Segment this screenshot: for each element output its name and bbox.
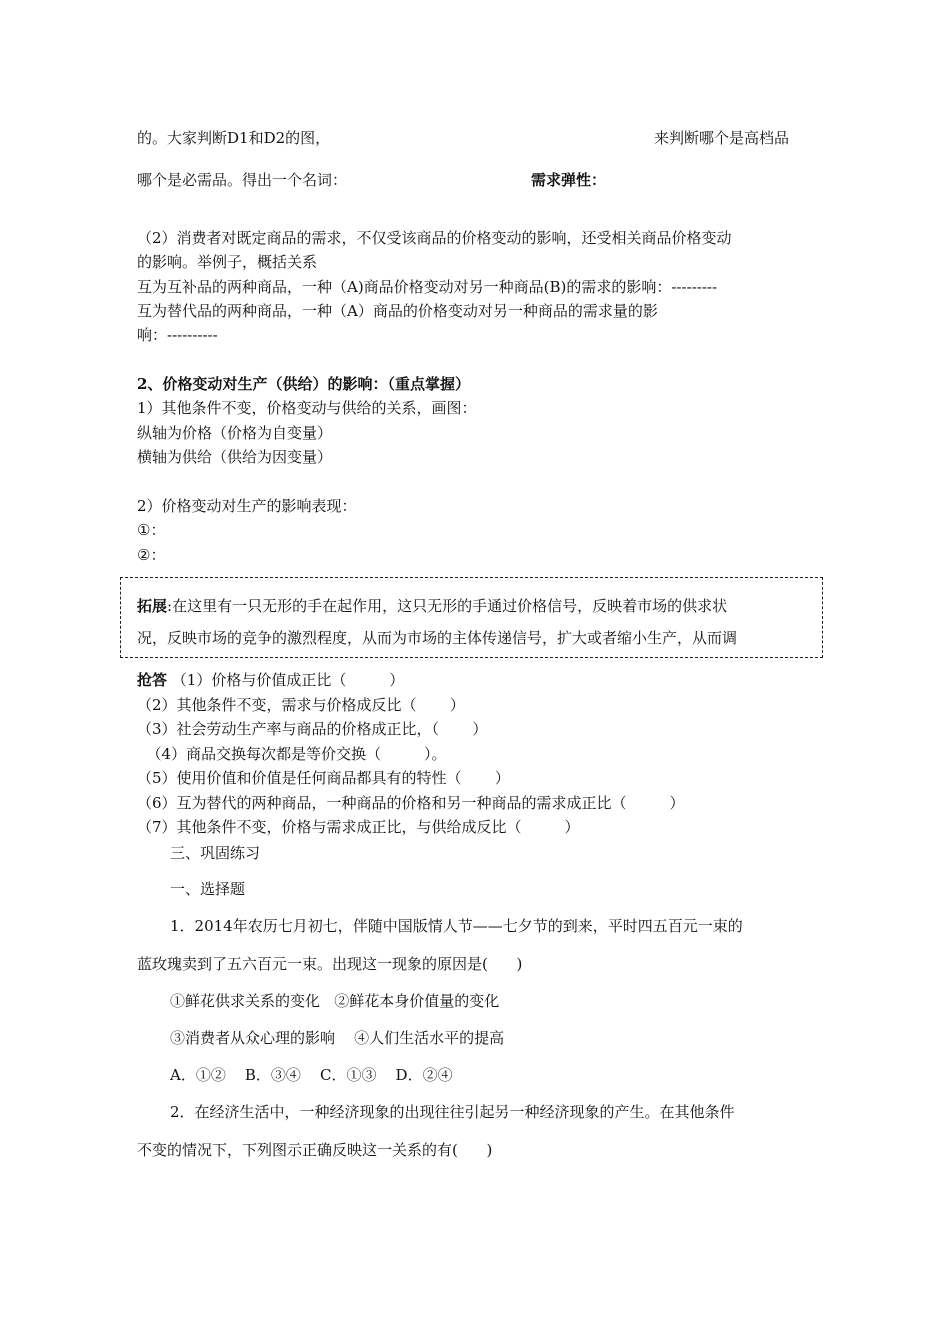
list-item: （3）社会劳动生产率与商品的价格成正比，（ ） <box>137 720 488 738</box>
list-item: 1）其他条件不变，价格变动与供给的关系，画图： <box>137 399 477 417</box>
section-heading: 三、巩固练习 <box>170 844 261 862</box>
list-item: （5）使用价值和价值是任何商品都具有的特性（ ） <box>137 769 510 787</box>
question-line: 不变的情况下，下列图示正确反映这一关系的有( ) <box>137 1141 493 1159</box>
option-line: ③消费者从众心理的影响 ④人们生活水平的提高 <box>170 1029 505 1047</box>
bullet-item: ②： <box>137 546 166 564</box>
text-line: 哪个是必需品。得出一个名词： <box>137 171 348 189</box>
list-item: （4）商品交换每次都是等价交换（ ）。 <box>137 745 447 763</box>
expand-line: 况，反映市场的竞争的激烈程度，从而为市场的主体传递信号，扩大或者缩小生产，从而调 <box>137 629 738 647</box>
list-item: 纵轴为价格（价格为自变量） <box>137 424 333 442</box>
substitute-line: 响：---------- <box>137 326 218 344</box>
substitute-line: 互为替代品的两种商品，一种（A）商品的价格变动对另一种商品的需求量的影 <box>137 302 658 320</box>
quick-answer-line <box>137 670 404 690</box>
list-item: （6）互为替代的两种商品，一种商品的价格和另一种商品的需求成正比（ ） <box>137 794 685 812</box>
list-item: （2）其他条件不变，需求与价格成反比（ ） <box>137 696 465 714</box>
sub-heading: 一、选择题 <box>170 880 246 898</box>
expand-line <box>137 596 727 616</box>
quick-answer-label: 抢答 <box>137 671 168 689</box>
section-heading: 2、价格变动对生产（供给）的影响：（重点掌握） <box>137 375 470 393</box>
expand-text: :在这里有一只无形的手在起作用，这只无形的手通过价格信号，反映着市场的供求状 <box>167 597 728 615</box>
term-demand-elasticity: 需求弹性： <box>531 171 607 189</box>
choices-line: A．①② B．③④ C．①③ D．②④ <box>170 1066 453 1084</box>
question-line: 蓝玫瑰卖到了五六百元一束。出现这一现象的原因是( ) <box>137 955 523 973</box>
list-item: 2）价格变动对生产的影响表现： <box>137 497 357 515</box>
text-line: 来判断哪个是高档品 <box>654 129 790 147</box>
text-line: 的。大家判断D1和D2的图， <box>137 129 331 147</box>
paragraph-line: 的影响。举例子，概括关系 <box>137 253 318 271</box>
list-item: （1）价格与价值成正比（ ） <box>167 671 405 689</box>
question-line: 1．2014年农历七月初七，伴随中国版情人节——七夕节的到来，平时四五百元一束的 <box>170 917 743 935</box>
bullet-item: ①： <box>137 521 166 539</box>
expand-label: 拓展 <box>137 597 168 615</box>
paragraph-line: （2）消费者对既定商品的需求，不仅受该商品的价格变动的影响，还受相关商品价格变动 <box>137 229 732 247</box>
option-line: ①鲜花供求关系的变化 ②鲜花本身价值量的变化 <box>170 992 500 1010</box>
complement-line: 互为互补品的两种商品，一种（A)商品价格变动对另一种商品(B)的需求的影响：--------- <box>137 278 718 296</box>
list-item: 横轴为供给（供给为因变量） <box>137 448 333 466</box>
list-item: （7）其他条件不变，价格与需求成正比，与供给成反比（ ） <box>137 818 580 836</box>
question-line: 2．在经济生活中，一种经济现象的出现往往引起另一种经济现象的产生。在其他条件 <box>170 1103 735 1121</box>
